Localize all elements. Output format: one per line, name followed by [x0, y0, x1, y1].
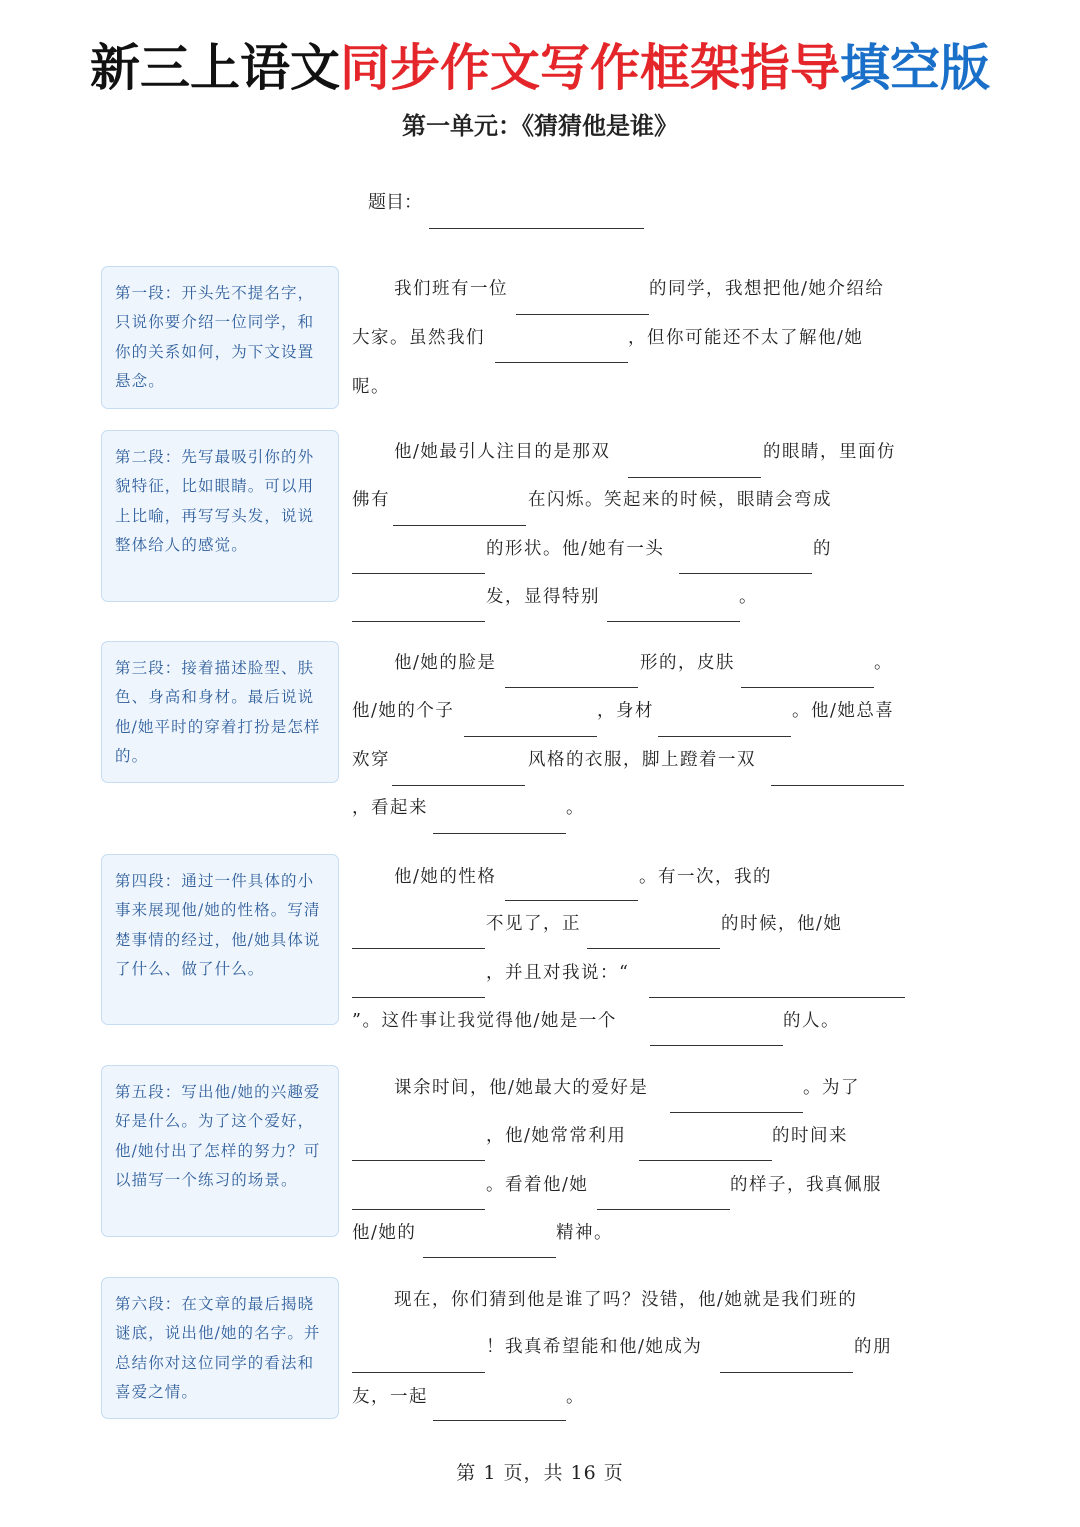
fill-blank[interactable] [771, 785, 904, 786]
text-segment: 的眼睛，里面仿 [763, 442, 896, 462]
fill-blank[interactable] [679, 573, 812, 574]
fill-blank[interactable] [423, 1257, 556, 1258]
fill-blank[interactable] [658, 736, 791, 737]
fill-blank[interactable] [639, 1160, 772, 1161]
text-segment: 精神。 [556, 1223, 613, 1243]
fill-blank[interactable] [628, 477, 761, 478]
fill-blank[interactable] [649, 997, 905, 998]
fill-blank[interactable] [597, 1209, 730, 1210]
text-segment: ！我真希望能和他/她成为 [486, 1337, 703, 1357]
title-red-part: 同步作文写作框架指导 [340, 39, 840, 97]
text-segment: 课余时间，他/她最大的爱好是 [394, 1078, 649, 1098]
fill-blank[interactable] [516, 314, 649, 315]
paragraph-3 [352, 645, 908, 835]
guide-text: 第三段：接着描述脸型、肤色、身高和身材。最后说说他/她平时的穿着打扮是怎样的。 [115, 659, 321, 766]
paragraph-6 [352, 1281, 908, 1426]
text-segment: 。看着他/她 [486, 1175, 589, 1195]
text-segment: 现在，你们猜到他是谁了吗？没错，他/她就是我们班的 [394, 1290, 858, 1310]
fill-blank[interactable] [607, 621, 740, 622]
text-segment: 他/她的个子 [352, 701, 455, 721]
fill-blank[interactable] [352, 1372, 485, 1373]
text-segment: 不见了，正 [486, 914, 581, 934]
text-segment: ”。这件事让我觉得他/她是一个 [352, 1011, 617, 1031]
text-segment: 的样子，我真佩服 [730, 1175, 882, 1195]
topic-blank[interactable] [429, 228, 644, 229]
text-segment: 的朋 [854, 1337, 892, 1357]
paragraph-2 [352, 433, 908, 623]
text-segment: 佛有 [352, 490, 390, 510]
fill-blank[interactable] [670, 1112, 803, 1113]
text-segment: ，他/她常常利用 [486, 1126, 627, 1146]
fill-blank[interactable] [495, 362, 628, 363]
fill-blank[interactable] [352, 1160, 485, 1161]
page-title [0, 36, 1080, 100]
text-segment: ，看起来 [352, 798, 428, 818]
text-segment: ，并且对我说：“ [486, 963, 630, 983]
guide-text: 第四段：通过一件具体的小事来展现他/她的性格。写清楚事情的经过，他/她具体说了什么、做了什么。 [115, 872, 321, 979]
text-segment: 的时候，他/她 [721, 914, 843, 934]
fill-blank[interactable] [720, 1372, 853, 1373]
fill-blank[interactable] [587, 948, 720, 949]
paragraph-5 [352, 1069, 908, 1259]
fill-blank[interactable] [505, 687, 638, 688]
text-segment: 他/她的脸是 [394, 653, 497, 673]
text-segment: 发，显得特别 [486, 587, 600, 607]
fill-blank[interactable] [650, 1045, 783, 1046]
fill-blank[interactable] [392, 785, 525, 786]
guide-box-1 [101, 266, 339, 409]
text-segment: 他/她的性格 [394, 867, 497, 887]
guide-text: 第二段：先写最吸引你的外貌特征，比如眼睛。可以用上比喻，再写写头发，说说整体给人的感觉。 [115, 448, 315, 555]
guide-box-4 [101, 854, 339, 1025]
fill-blank[interactable] [352, 948, 485, 949]
guide-text: 第一段：开头先不提名字，只说你要介绍一位同学，和你的关系如何，为下文设置悬念。 [115, 284, 315, 391]
guide-box-2 [101, 430, 339, 602]
text-segment: 在闪烁。笑起来的时候，眼睛会弯成 [528, 490, 832, 510]
text-segment: ，但你可能还不太了解他/她 [628, 328, 864, 348]
text-segment: 欢穿 [352, 750, 390, 770]
text-segment: 的时间来 [772, 1126, 848, 1146]
title-black-part: 新三上语文 [90, 39, 340, 97]
guide-box-5 [101, 1065, 339, 1237]
paragraph-1 [352, 270, 908, 400]
text-segment: 。他/她总喜 [792, 701, 895, 721]
guide-box-6 [101, 1277, 339, 1419]
fill-blank[interactable] [393, 525, 526, 526]
text-segment: 呢。 [352, 377, 390, 397]
text-segment: 的同学，我想把他/她介绍给 [649, 279, 885, 299]
text-segment: 大家。虽然我们 [352, 328, 485, 348]
fill-blank[interactable] [352, 621, 485, 622]
guide-text: 第六段：在文章的最后揭晓谜底，说出他/她的名字。并总结你对这位同学的看法和喜爱之情。 [115, 1295, 321, 1402]
fill-blank[interactable] [352, 1209, 485, 1210]
text-segment: 。有一次，我的 [639, 867, 772, 887]
text-segment: 的形状。他/她有一头 [486, 539, 665, 559]
text-segment: 友，一起 [352, 1387, 428, 1407]
text-segment: 他/她最引人注目的是那双 [394, 442, 611, 462]
text-segment: 的 [813, 539, 832, 559]
text-segment: 形的，皮肤 [640, 653, 735, 673]
fill-blank[interactable] [741, 687, 874, 688]
text-segment: 我们班有一位 [394, 279, 508, 299]
fill-blank[interactable] [505, 900, 638, 901]
fill-blank[interactable] [464, 736, 597, 737]
guide-text: 第五段：写出他/她的兴趣爱好是什么。为了这个爱好，他/她付出了怎样的努力？可以描写一个练习的场景。 [115, 1083, 321, 1190]
text-segment: 的人。 [783, 1011, 840, 1031]
paragraph-4 [352, 858, 908, 1048]
text-segment: 。 [566, 798, 585, 818]
text-segment: 。为了 [803, 1078, 860, 1098]
fill-blank[interactable] [433, 833, 566, 834]
text-segment: 他/她的 [352, 1223, 417, 1243]
page-number: 第 1 页，共 16 页 [456, 1462, 624, 1484]
text-segment: 风格的衣服，脚上蹬着一双 [528, 750, 756, 770]
guide-box-3 [101, 641, 339, 783]
unit-subtitle: 第一单元：《猜猜他是谁》 [402, 111, 678, 140]
fill-blank[interactable] [352, 997, 485, 998]
text-segment: 。 [566, 1387, 585, 1407]
title-blue-part: 填空版 [840, 39, 990, 97]
text-segment: 。 [874, 653, 893, 673]
text-segment: 。 [739, 587, 758, 607]
topic-label: 题目： [368, 192, 422, 213]
text-segment: ，身材 [597, 701, 654, 721]
fill-blank[interactable] [352, 573, 485, 574]
fill-blank[interactable] [433, 1420, 566, 1421]
